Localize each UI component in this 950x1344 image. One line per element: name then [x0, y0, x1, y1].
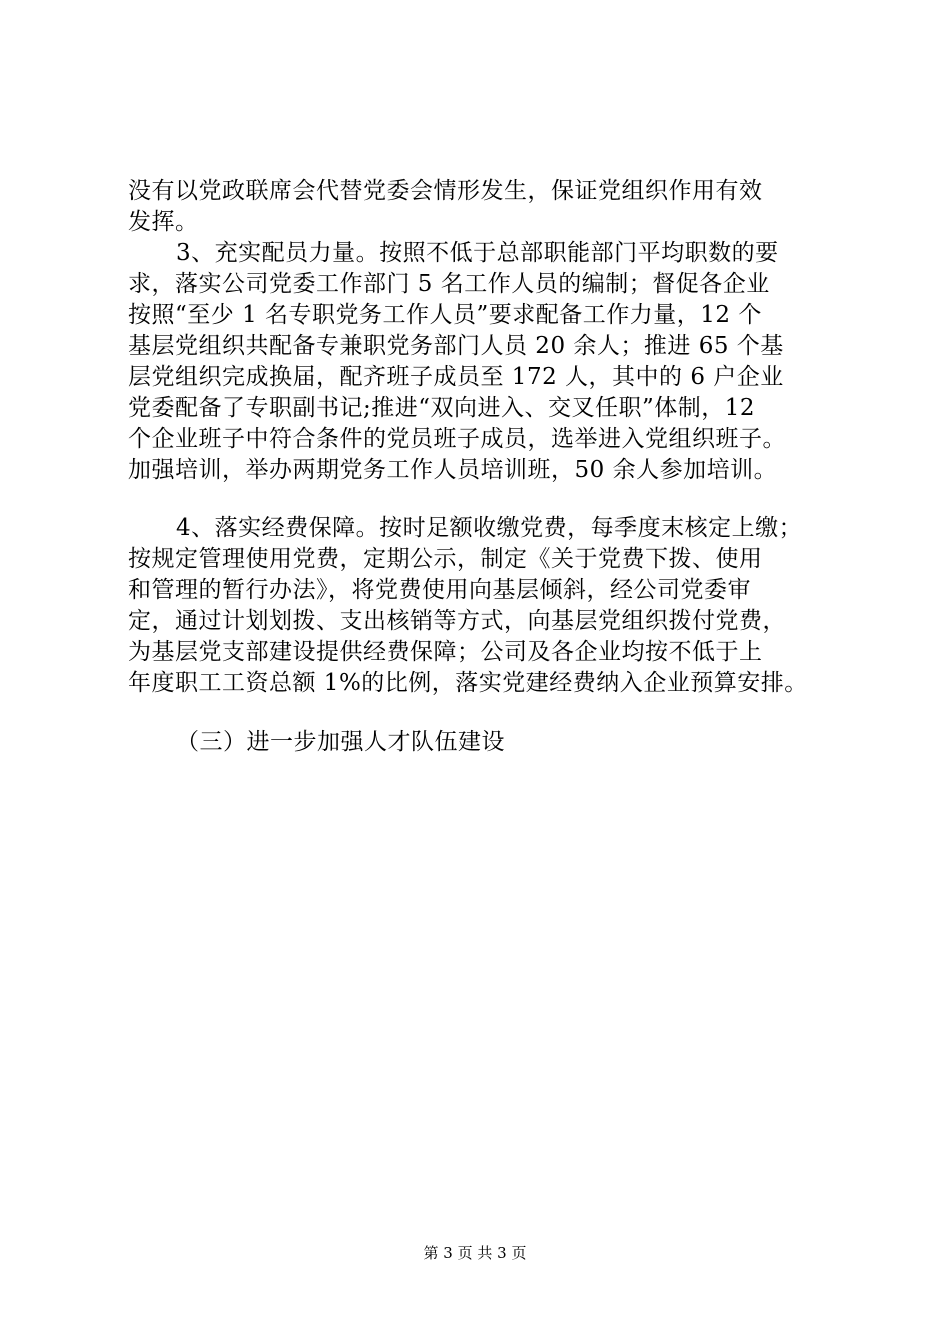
section-heading: （三）进一步加强人才队伍建设 [176, 729, 505, 755]
paragraph-2-line-2: 求，落实公司党委工作部门 5 名工作人员的编制；督促各企业 [128, 271, 770, 297]
paragraph-2-line-1: 3、充实配员力量。按照不低于总部职能部门平均职数的要 [176, 240, 779, 266]
paragraph-3-line-1: 4、落实经费保障。按时足额收缴党费，每季度末核定上缴； [176, 515, 803, 541]
paragraph-2-line-7: 个企业班子中符合条件的党员班子成员，选举进入党组织班子。 [128, 426, 786, 452]
paragraph-1-line-2: 发挥。 [128, 209, 199, 235]
paragraph-3-line-5: 为基层党支部建设提供经费保障；公司及各企业均按不低于上 [128, 639, 763, 665]
paragraph-2-line-4: 基层党组织共配备专兼职党务部门人员 20 余人；推进 65 个基 [128, 333, 784, 359]
paragraph-3-line-2: 按规定管理使用党费，定期公示，制定《关于党费下拨、使用 [128, 546, 763, 572]
paragraph-2-line-5: 层党组织完成换届，配齐班子成员至 172 人，其中的 6 户企业 [128, 364, 784, 390]
paragraph-2-line-3: 按照“至少 1 名专职党务工作人员”要求配备工作力量，12 个 [128, 302, 762, 328]
paragraph-3-line-3: 和管理的暂行办法》，将党费使用向基层倾斜，经公司党委审 [128, 577, 751, 603]
page-number-footer: 第 3 页 共 3 页 [423, 1244, 527, 1262]
paragraph-2-line-8: 加强培训，举办两期党务工作人员培训班，50 余人参加培训。 [128, 457, 778, 483]
paragraph-3-line-6: 年度职工工资总额 1%的比例，落实党建经费纳入企业预算安排。 [128, 670, 808, 696]
paragraph-1-line-1: 没有以党政联席会代替党委会情形发生，保证党组织作用有效 [128, 178, 763, 204]
paragraph-2-line-6: 党委配备了专职副书记;推进“双向进入、交叉任职”体制，12 [128, 395, 756, 421]
paragraph-3-line-4: 定，通过计划划拨、支出核销等方式，向基层党组织拨付党费， [128, 608, 786, 634]
